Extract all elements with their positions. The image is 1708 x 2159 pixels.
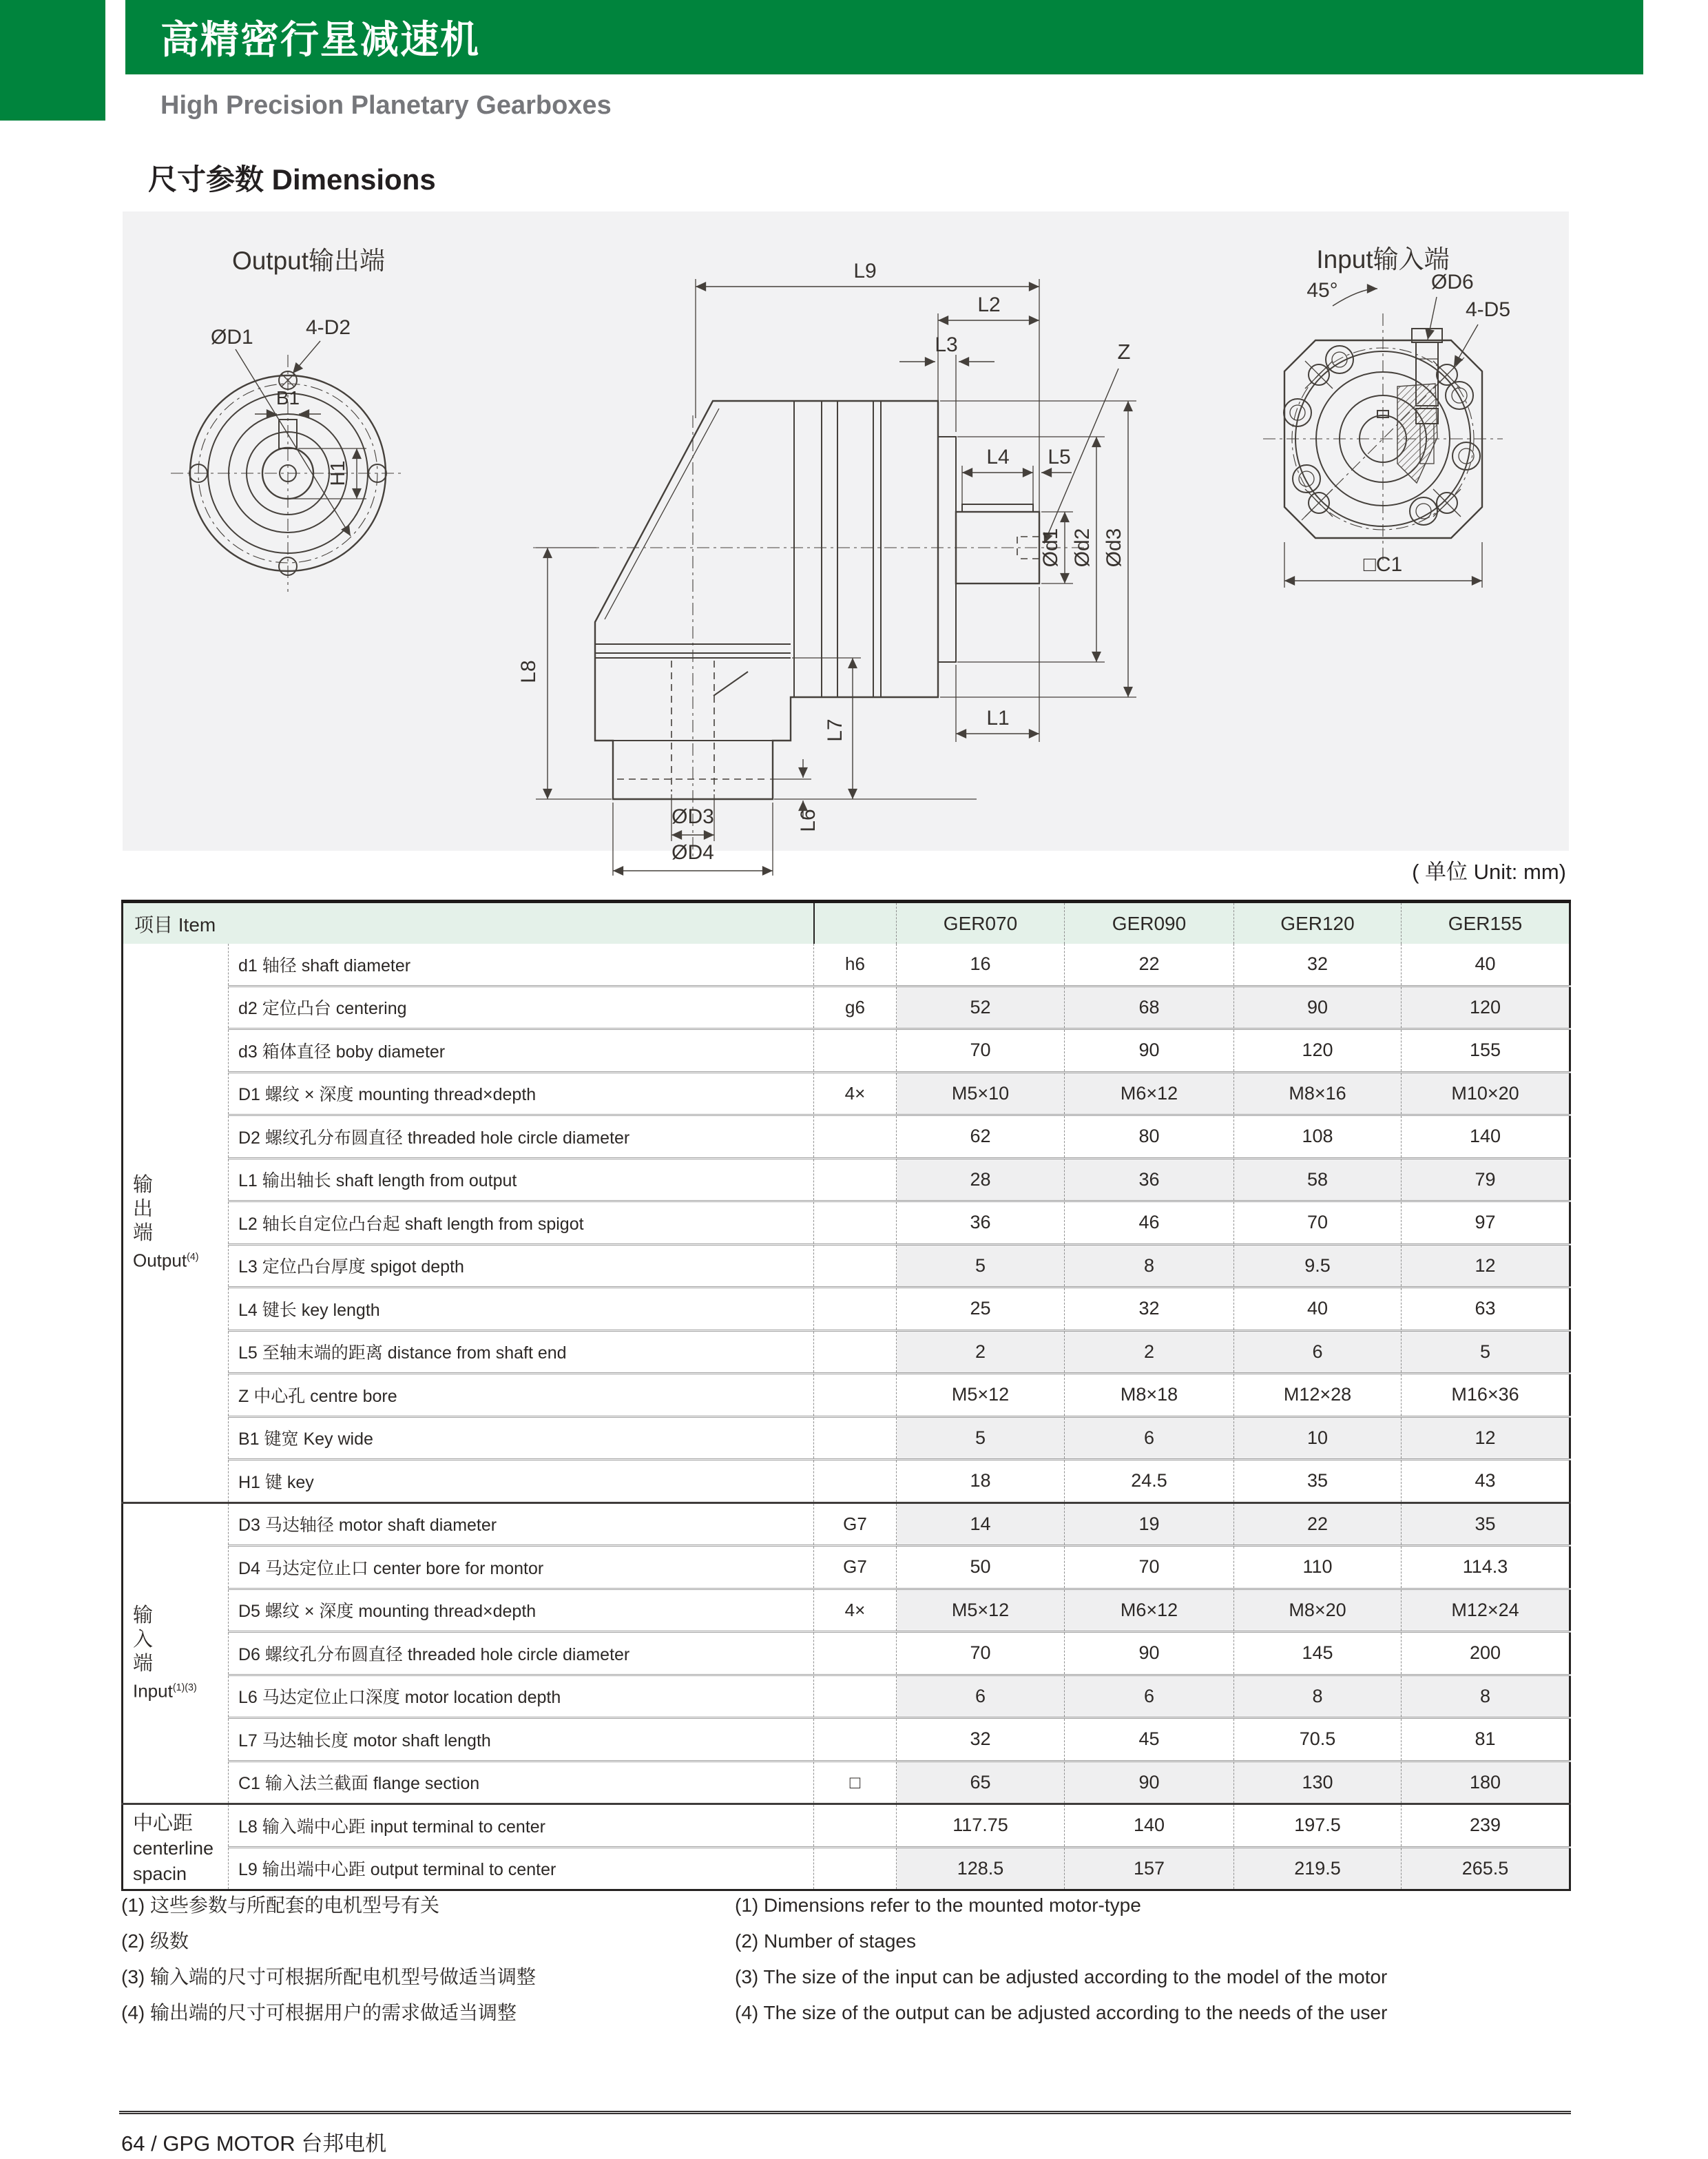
- group-label: 中心距 centerline spacin: [123, 1804, 229, 1890]
- value-cell: 180: [1402, 1761, 1570, 1804]
- value-cell: 32: [1065, 1288, 1234, 1331]
- value-cell: 6: [897, 1675, 1065, 1718]
- side-view: [517, 260, 1136, 876]
- tolerance-cell: [814, 1158, 897, 1201]
- table-header-row: [123, 902, 1570, 944]
- tolerance-cell: [814, 1632, 897, 1675]
- value-cell: 22: [1065, 944, 1234, 986]
- dim-label-h1: H1: [327, 460, 349, 486]
- dim-label-4d2: 4-D2: [306, 316, 351, 339]
- dim-label-od1-shaft: Ød1: [1039, 528, 1062, 568]
- value-cell: M12×28: [1234, 1374, 1402, 1417]
- value-cell: 200: [1402, 1632, 1570, 1675]
- row-label: Z 中心孔 centre bore: [229, 1374, 814, 1417]
- table-row: [123, 1589, 1570, 1632]
- value-cell: 70: [1065, 1546, 1234, 1589]
- page-title: 高精密行星减速机: [160, 18, 480, 61]
- dim-label-l7: L7: [824, 719, 846, 742]
- value-cell: 28: [897, 1158, 1065, 1201]
- table-row: [123, 1244, 1570, 1288]
- value-cell: 140: [1402, 1115, 1570, 1159]
- value-cell: 6: [1234, 1330, 1402, 1374]
- tolerance-cell: h6: [814, 944, 897, 986]
- dim-label-z: Z: [1117, 340, 1131, 364]
- title-bar: [125, 0, 1643, 74]
- table-row: [123, 1632, 1570, 1675]
- row-label: L6 马达定位止口深度 motor location depth: [229, 1675, 814, 1718]
- dim-label-l9: L9: [853, 260, 877, 282]
- value-cell: 16: [897, 944, 1065, 986]
- dim-label-c1: □C1: [1363, 553, 1403, 576]
- table-row: [123, 1502, 1570, 1546]
- dim-label-od6: ØD6: [1431, 271, 1474, 293]
- dim-label-od2: Ød2: [1071, 528, 1094, 568]
- table-row: [123, 1374, 1570, 1417]
- row-label: H1 键 key: [229, 1460, 814, 1503]
- value-cell: 40: [1402, 944, 1570, 986]
- tolerance-cell: [814, 1675, 897, 1718]
- value-cell: 108: [1234, 1115, 1402, 1159]
- row-label: D3 马达轴径 motor shaft diameter: [229, 1502, 814, 1546]
- output-end-view: [171, 247, 405, 592]
- table-row: [123, 1718, 1570, 1762]
- value-cell: 5: [897, 1416, 1065, 1460]
- dim-label-l2: L2: [977, 293, 1001, 316]
- row-label: D6 螺纹孔分布圆直径 threaded hole circle diameter: [229, 1632, 814, 1675]
- value-cell: 130: [1234, 1761, 1402, 1804]
- row-label: d2 定位凸台 centering: [229, 986, 814, 1029]
- page-subtitle: High Precision Planetary Gearboxes: [160, 91, 612, 120]
- value-cell: 24.5: [1065, 1460, 1234, 1503]
- value-cell: 32: [897, 1718, 1065, 1762]
- tolerance-cell: [814, 1201, 897, 1245]
- value-cell: M5×12: [897, 1374, 1065, 1417]
- tolerance-cell: [814, 1718, 897, 1762]
- row-label: L9 输出端中心距 output terminal to center: [229, 1847, 814, 1890]
- column-header-ger155: GER155: [1402, 902, 1570, 944]
- unit-note: ( 单位 Unit: mm): [1412, 860, 1566, 884]
- tolerance-cell: □: [814, 1761, 897, 1804]
- value-cell: 35: [1234, 1460, 1402, 1503]
- tolerance-cell: [814, 1416, 897, 1460]
- row-label: L7 马达轴长度 motor shaft length: [229, 1718, 814, 1762]
- footnote-line: (2) Number of stages: [735, 1930, 916, 1952]
- table-row: [123, 1115, 1570, 1159]
- footer-page-label: 64 / GPG MOTOR 台邦电机: [121, 2131, 387, 2156]
- value-cell: M12×24: [1402, 1589, 1570, 1632]
- value-cell: 5: [897, 1244, 1065, 1288]
- value-cell: 90: [1234, 986, 1402, 1029]
- table-row: [123, 1330, 1570, 1374]
- value-cell: 35: [1402, 1502, 1570, 1546]
- table-row: [123, 986, 1570, 1029]
- value-cell: 120: [1402, 986, 1570, 1029]
- row-label: B1 键宽 Key wide: [229, 1416, 814, 1460]
- value-cell: 46: [1065, 1201, 1234, 1245]
- footnote-line: (1) 这些参数与所配套的电机型号有关: [121, 1894, 440, 1916]
- value-cell: 5: [1402, 1330, 1570, 1374]
- dim-label-45deg: 45°: [1306, 279, 1338, 302]
- value-cell: 68: [1065, 986, 1234, 1029]
- tolerance-cell: g6: [814, 986, 897, 1029]
- value-cell: 197.5: [1234, 1804, 1402, 1848]
- row-label: d3 箱体直径 boby diameter: [229, 1029, 814, 1073]
- dimensions-table-body: [123, 944, 1570, 1890]
- value-cell: 70: [1234, 1201, 1402, 1245]
- value-cell: 22: [1234, 1502, 1402, 1546]
- value-cell: 128.5: [897, 1847, 1065, 1890]
- value-cell: 90: [1065, 1632, 1234, 1675]
- value-cell: 63: [1402, 1288, 1570, 1331]
- table-row: [123, 944, 1570, 986]
- footnotes-en: [735, 1888, 1387, 2031]
- input-end-view: [1263, 245, 1510, 588]
- row-label: L8 输入端中心距 input terminal to center: [229, 1804, 814, 1848]
- value-cell: 18: [897, 1460, 1065, 1503]
- value-cell: 80: [1065, 1115, 1234, 1159]
- section-heading: 尺寸参数 Dimensions: [148, 163, 436, 196]
- dim-label-l6: L6: [797, 809, 820, 832]
- value-cell: 140: [1065, 1804, 1234, 1848]
- tolerance-cell: G7: [814, 1502, 897, 1546]
- output-view-title: Output输出端: [231, 247, 386, 275]
- row-label: L3 定位凸台厚度 spigot depth: [229, 1244, 814, 1288]
- column-header-tolerance: [814, 902, 897, 944]
- row-label: D2 螺纹孔分布圆直径 threaded hole circle diameter: [229, 1115, 814, 1159]
- value-cell: M5×12: [897, 1589, 1065, 1632]
- value-cell: 157: [1065, 1847, 1234, 1890]
- row-label: L5 至轴末端的距离 distance from shaft end: [229, 1330, 814, 1374]
- table-row: [123, 1546, 1570, 1589]
- row-label: C1 输入法兰截面 flange section: [229, 1761, 814, 1804]
- value-cell: M8×16: [1234, 1072, 1402, 1115]
- value-cell: 70.5: [1234, 1718, 1402, 1762]
- value-cell: 117.75: [897, 1804, 1065, 1848]
- value-cell: 2: [897, 1330, 1065, 1374]
- value-cell: 36: [897, 1201, 1065, 1245]
- dim-label-od3: Ød3: [1103, 528, 1125, 568]
- value-cell: 45: [1065, 1718, 1234, 1762]
- table-row: [123, 1847, 1570, 1890]
- dim-label-l8: L8: [517, 660, 540, 683]
- value-cell: 8: [1065, 1244, 1234, 1288]
- tolerance-cell: [814, 1288, 897, 1331]
- value-cell: 81: [1402, 1718, 1570, 1762]
- dim-label-od1: ØD1: [211, 326, 253, 349]
- value-cell: 50: [897, 1546, 1065, 1589]
- footnote-line: (3) 输入端的尺寸可根据所配电机型号做适当调整: [121, 1966, 537, 1987]
- tolerance-cell: G7: [814, 1546, 897, 1589]
- value-cell: 2: [1065, 1330, 1234, 1374]
- value-cell: 6: [1065, 1675, 1234, 1718]
- table-row: [123, 1072, 1570, 1115]
- row-label: L2 轴长自定位凸台起 shaft length from spigot: [229, 1201, 814, 1245]
- table-row: [123, 1158, 1570, 1201]
- value-cell: 12: [1402, 1244, 1570, 1288]
- value-cell: M6×12: [1065, 1072, 1234, 1115]
- value-cell: 43: [1402, 1460, 1570, 1503]
- value-cell: 52: [897, 986, 1065, 1029]
- value-cell: 114.3: [1402, 1546, 1570, 1589]
- footnote-line: (2) 级数: [121, 1930, 189, 1952]
- value-cell: 6: [1065, 1416, 1234, 1460]
- table-row: [123, 1029, 1570, 1073]
- value-cell: 110: [1234, 1546, 1402, 1589]
- tolerance-cell: [814, 1847, 897, 1890]
- value-cell: M16×36: [1402, 1374, 1570, 1417]
- tolerance-cell: [814, 1330, 897, 1374]
- value-cell: 32: [1234, 944, 1402, 986]
- group-label: 输 入 端 Input$^{(1)(3)}$: [123, 1502, 229, 1804]
- table-row: [123, 1460, 1570, 1503]
- row-label: D1 螺纹 × 深度 mounting thread×depth: [229, 1072, 814, 1115]
- value-cell: 70: [897, 1632, 1065, 1675]
- value-cell: 25: [897, 1288, 1065, 1331]
- value-cell: 219.5: [1234, 1847, 1402, 1890]
- value-cell: 265.5: [1402, 1847, 1570, 1890]
- footer-rule: [119, 2111, 1571, 2114]
- value-cell: M8×20: [1234, 1589, 1402, 1632]
- table-row: [123, 1201, 1570, 1245]
- tolerance-cell: 4×: [814, 1072, 897, 1115]
- value-cell: 36: [1065, 1158, 1234, 1201]
- dim-label-l5: L5: [1048, 446, 1071, 468]
- column-header-ger120: GER120: [1234, 902, 1402, 944]
- value-cell: 19: [1065, 1502, 1234, 1546]
- table-row: [123, 1416, 1570, 1460]
- group-label: 输 出 端 Output$^{(4)}$: [133, 1173, 199, 1271]
- value-cell: 90: [1065, 1761, 1234, 1804]
- row-label: D5 螺纹 × 深度 mounting thread×depth: [229, 1589, 814, 1632]
- tolerance-cell: [814, 1374, 897, 1417]
- value-cell: 12: [1402, 1416, 1570, 1460]
- value-cell: 145: [1234, 1632, 1402, 1675]
- value-cell: 8: [1402, 1675, 1570, 1718]
- value-cell: 14: [897, 1502, 1065, 1546]
- dimensions-table-wrap: [121, 900, 1571, 1891]
- dim-label-l1: L1: [986, 707, 1010, 730]
- tolerance-cell: [814, 1029, 897, 1073]
- value-cell: 9.5: [1234, 1244, 1402, 1288]
- dim-label-od3-bore: ØD3: [671, 805, 714, 828]
- input-view-title: Input输入端: [1316, 245, 1450, 273]
- dim-label-b1: B1: [275, 387, 300, 409]
- footnotes-zh: [121, 1888, 536, 2031]
- tolerance-cell: [814, 1244, 897, 1288]
- footnote-line: (4) 输出端的尺寸可根据用户的需求做适当调整: [121, 2002, 517, 2023]
- row-label: D4 马达定位止口 center bore for montor: [229, 1546, 814, 1589]
- value-cell: 62: [897, 1115, 1065, 1159]
- row-label: L1 输出轴长 shaft length from output: [229, 1158, 814, 1201]
- dim-label-od4: ØD4: [671, 841, 714, 864]
- brand-green-block: [0, 0, 105, 121]
- value-cell: M5×10: [897, 1072, 1065, 1115]
- value-cell: 155: [1402, 1029, 1570, 1073]
- technical-drawing: [123, 211, 1569, 864]
- value-cell: 97: [1402, 1201, 1570, 1245]
- table-row: [123, 1675, 1570, 1718]
- value-cell: M8×18: [1065, 1374, 1234, 1417]
- table-row: [123, 1761, 1570, 1804]
- footnote-line: (1) Dimensions refer to the mounted motor-type: [735, 1894, 1141, 1916]
- dim-label-l3: L3: [935, 333, 958, 356]
- value-cell: M6×12: [1065, 1589, 1234, 1632]
- dim-label-4d5: 4-D5: [1466, 298, 1511, 321]
- section-hatch: [1397, 384, 1437, 483]
- tolerance-cell: [814, 1804, 897, 1848]
- tolerance-cell: [814, 1460, 897, 1503]
- column-header-item: 项目 Item: [123, 902, 814, 944]
- row-label: L4 键长 key length: [229, 1288, 814, 1331]
- value-cell: 70: [897, 1029, 1065, 1073]
- tolerance-cell: [814, 1115, 897, 1159]
- column-header-ger070: GER070: [897, 902, 1065, 944]
- value-cell: 79: [1402, 1158, 1570, 1201]
- value-cell: 10: [1234, 1416, 1402, 1460]
- table-row: [123, 1804, 1570, 1848]
- table-row: [123, 1288, 1570, 1331]
- value-cell: 90: [1065, 1029, 1234, 1073]
- row-label: d1 轴径 shaft diameter: [229, 944, 814, 986]
- value-cell: M10×20: [1402, 1072, 1570, 1115]
- value-cell: 58: [1234, 1158, 1402, 1201]
- value-cell: 65: [897, 1761, 1065, 1804]
- dim-label-l4: L4: [986, 446, 1010, 468]
- value-cell: 239: [1402, 1804, 1570, 1848]
- tolerance-cell: 4×: [814, 1589, 897, 1632]
- footnote-line: (4) The size of the output can be adjusted according to the needs of the user: [735, 2002, 1388, 2023]
- dimensions-drawing-panel: [123, 211, 1569, 864]
- column-header-ger090: GER090: [1065, 902, 1234, 944]
- value-cell: 40: [1234, 1288, 1402, 1331]
- footnote-line: (3) The size of the input can be adjusted according to the model of the motor: [735, 1966, 1388, 1987]
- value-cell: 8: [1234, 1675, 1402, 1718]
- value-cell: 120: [1234, 1029, 1402, 1073]
- dimensions-table: [121, 900, 1571, 1891]
